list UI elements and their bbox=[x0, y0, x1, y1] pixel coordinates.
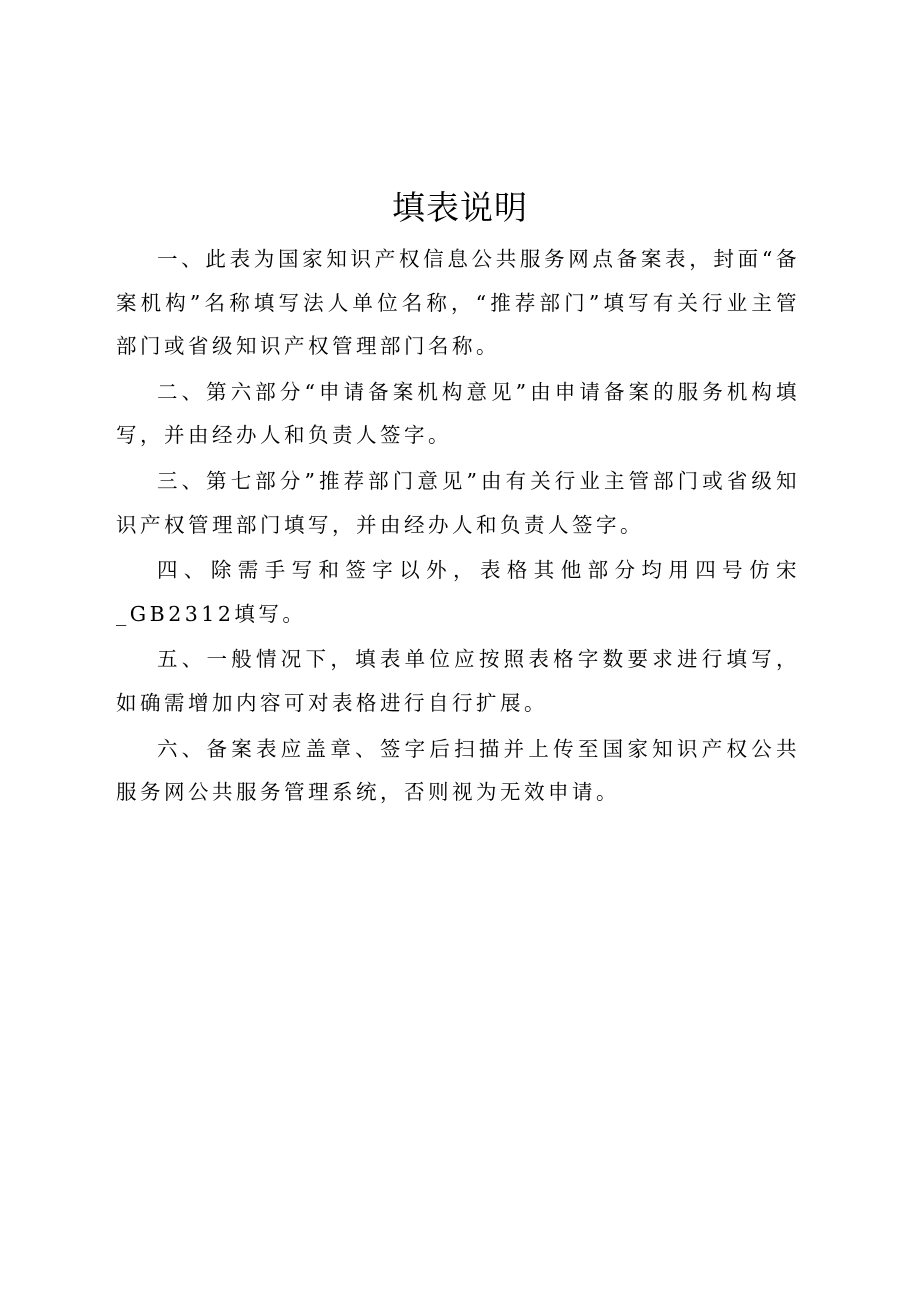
instruction-item-6: 六、备案表应盖章、签字后扫描并上传至国家知识产权公共服务网公共服务管理系统，否则视为无效申请。 bbox=[116, 736, 800, 805]
instructions-body bbox=[116, 238, 800, 817]
instruction-item-2: 二、第六部分“申请备案机构意见”由申请备案的服务机构填写，并由经办人和负责人签字。 bbox=[116, 379, 800, 448]
instruction-item-4: 四、除需手写和签字以外，表格其他部分均用四号仿宋_GB2312填写。 bbox=[116, 558, 800, 626]
instruction-item-3: 三、第七部分”推荐部门意见”由有关行业主管部门或省级知识产权管理部门填写，并由经办人和负责人签字。 bbox=[116, 468, 800, 537]
instruction-item-5: 五、一般情况下，填表单位应按照表格字数要求进行填写，如确需增加内容可对表格进行自行扩展。 bbox=[116, 647, 800, 715]
page-title: 填表说明 bbox=[392, 188, 528, 227]
instruction-item-1: 一、此表为国家知识产权信息公共服务网点备案表，封面“备案机构”名称填写法人单位名称，“推荐部门”填写有关行业主管部门或省级知识产权管理部门名称。 bbox=[116, 247, 800, 359]
